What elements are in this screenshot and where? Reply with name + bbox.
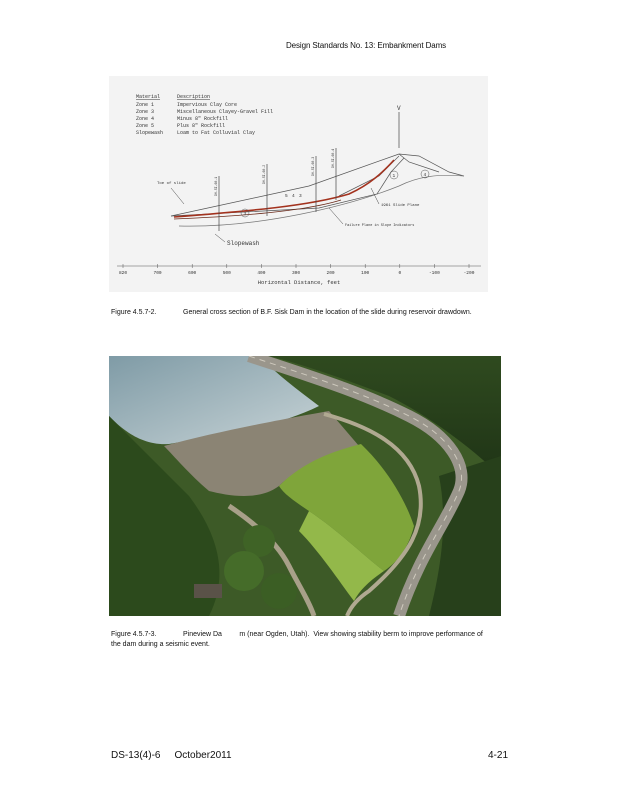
x-tick-label: -100 bbox=[428, 271, 440, 276]
dam-aerial-photo bbox=[109, 356, 501, 616]
annotation-toe-of-slide: Toe of slide bbox=[157, 182, 186, 186]
borehole-label: DH-SI-60-3 bbox=[311, 156, 315, 176]
legend-header-description: Description bbox=[177, 94, 211, 100]
figure-caption-1 bbox=[111, 308, 491, 318]
crest-marker: V bbox=[397, 105, 401, 112]
x-tick-label: 500 bbox=[222, 271, 231, 276]
x-tick-label: 0 bbox=[398, 271, 402, 276]
annotation-failure-plane: Failure Plane in Slope Indicators bbox=[345, 224, 415, 228]
annotation-slide-plane: 1961 Slide Plane bbox=[381, 204, 420, 208]
borehole-label: DH-SI-60-1 bbox=[214, 176, 218, 196]
legend-material: Slopewash bbox=[136, 130, 164, 136]
x-tick-label: -200 bbox=[463, 271, 475, 276]
legend-description: Loam to Fat Colluvial Clay bbox=[177, 130, 256, 136]
x-tick-label: 600 bbox=[188, 271, 197, 276]
x-tick-label: 200 bbox=[326, 271, 335, 276]
zone-label: 4 bbox=[292, 194, 295, 199]
legend-material: Zone 1 bbox=[136, 102, 155, 108]
footer-doc-id: DS-13(4)-6 bbox=[111, 750, 161, 761]
borehole-label: DH-SI-60-2 bbox=[262, 164, 266, 184]
footer-page-number: 4-21 bbox=[487, 750, 508, 761]
legend-description: Miscellaneous Clayey-Gravel Fill bbox=[177, 109, 274, 115]
x-tick-label: 300 bbox=[291, 271, 301, 276]
caption-number: Figure 4.5.7-3. bbox=[111, 631, 157, 638]
zone-label: 1 bbox=[392, 174, 396, 179]
legend-material: Zone 4 bbox=[136, 116, 155, 122]
caption-text: Pineview Da m (near Ogden, Utah). View showing stability berm to improve performance of the dam during a seismic event. bbox=[111, 631, 485, 648]
figure-caption-2 bbox=[111, 630, 491, 650]
footer-left bbox=[111, 750, 232, 761]
caption-text: General cross section of B.F. Sisk Dam in the location of the slide during reservoir drawdown. bbox=[183, 309, 472, 316]
annotation-slopewash: Slopewash bbox=[227, 240, 260, 247]
caption-number: Figure 4.5.7-2. bbox=[111, 309, 157, 316]
legend-description: Plus 8" Rockfill bbox=[177, 123, 226, 129]
x-tick-label: 100 bbox=[361, 271, 370, 276]
legend-header-material: Material bbox=[136, 94, 161, 100]
zone-label: 4 bbox=[423, 173, 427, 178]
running-header: Design Standards No. 13: Embankment Dams bbox=[286, 41, 447, 50]
legend-description: Minus 8" Rockfill bbox=[177, 116, 229, 122]
x-tick-label: 700 bbox=[153, 271, 162, 276]
zone-label: 5 bbox=[285, 194, 288, 199]
cross-section-figure bbox=[109, 76, 488, 292]
legend-material: Zone 3 bbox=[136, 109, 155, 115]
figure-legend bbox=[136, 94, 273, 136]
zone-label: 3 bbox=[243, 212, 247, 217]
footer-date: October2011 bbox=[174, 750, 232, 761]
x-tick-label: 820 bbox=[118, 271, 128, 276]
borehole-label: DH-SI-60-4 bbox=[331, 148, 335, 168]
legend-description: Impervious Clay Core bbox=[177, 102, 238, 108]
x-tick-label: 400 bbox=[257, 271, 266, 276]
x-axis-label: Horizontal Distance, feet bbox=[257, 279, 341, 286]
legend-material: Zone 5 bbox=[136, 123, 155, 129]
zone-label: 3 bbox=[299, 194, 302, 199]
